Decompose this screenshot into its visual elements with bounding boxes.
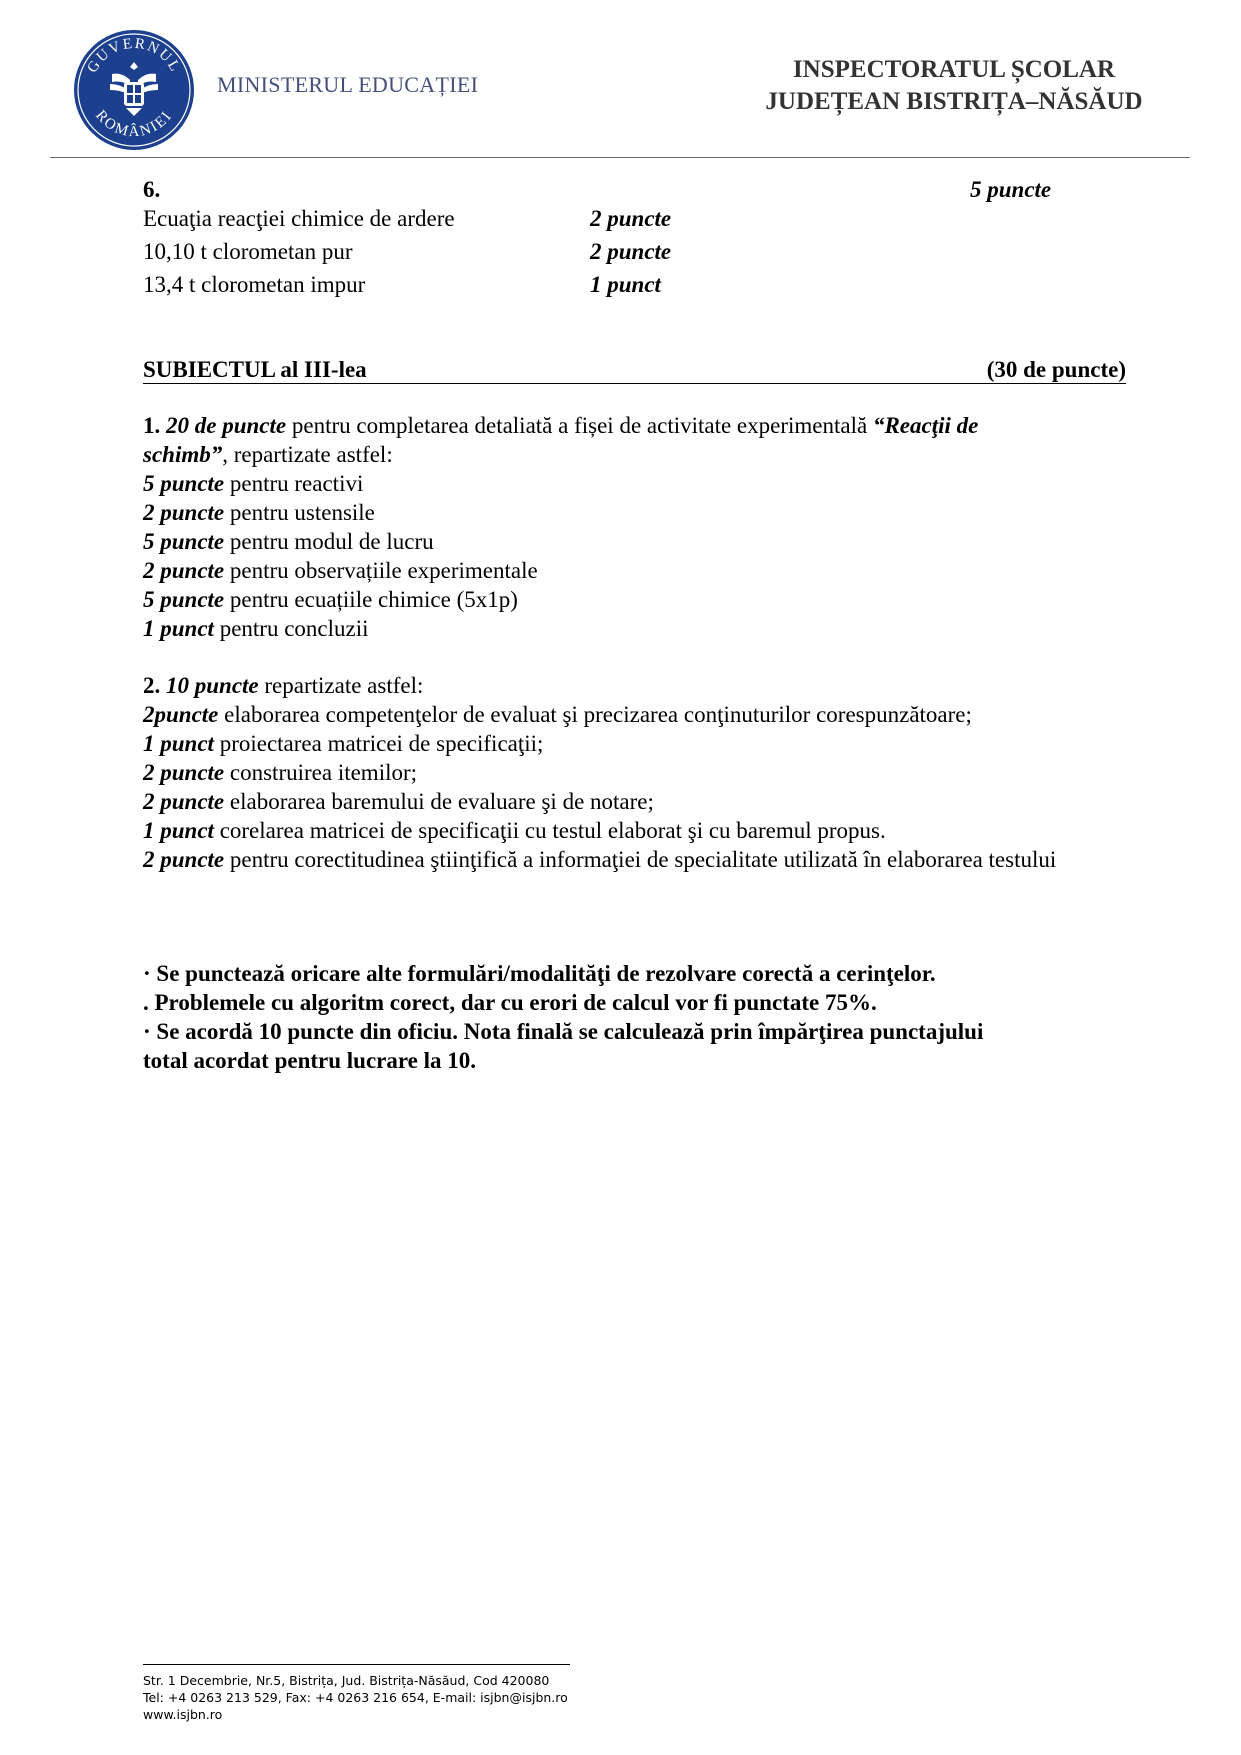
item-points: 2 puncte — [143, 847, 225, 872]
item-text: corelarea matricei de specificaţii cu testul elaborat şi cu baremul propus. — [213, 818, 886, 843]
q1-activity-title: “Reacţii de — [872, 413, 979, 438]
item-text: pentru observațiile experimentale — [224, 558, 538, 583]
list-item — [143, 585, 538, 614]
item6-row-label: t clorometan impur — [189, 272, 366, 297]
item6-row-points: 2 puncte — [590, 206, 672, 231]
inspectorate-title — [744, 54, 1164, 118]
item-points: 5 puncte — [143, 587, 225, 612]
list-item — [143, 787, 1056, 816]
item-text: pentru ecuațiile chimice (5x1p) — [224, 587, 518, 612]
item6-row-points: 1 punct — [590, 272, 661, 297]
item6-row-label: Ecuaţia reacţiei chimice de ardere — [143, 206, 455, 231]
q1-points: 20 de puncte — [166, 413, 287, 438]
seal-text-top: GUVERNUL — [84, 35, 184, 76]
inspectorate-line2: JUDEȚEAN BISTRIȚA–NĂSĂUD — [765, 88, 1143, 115]
subject3-title-line — [143, 357, 1126, 384]
government-seal — [72, 28, 196, 152]
q2-list — [143, 700, 1056, 874]
item6-row-mass: 13,4 — [143, 272, 189, 297]
list-item — [143, 556, 538, 585]
header-divider — [50, 157, 1190, 158]
item-points: 1 punct — [143, 818, 214, 843]
list-item — [143, 700, 1056, 729]
list-item — [143, 527, 538, 556]
item-points: 5 puncte — [143, 529, 225, 554]
list-item — [143, 816, 1056, 845]
item-text: pentru ustensile — [224, 500, 375, 525]
subject3-title: SUBIECTUL al III-lea — [143, 357, 367, 382]
list-item — [143, 758, 1056, 787]
note-line: . Problemele cu algoritm corect, dar cu erori de calcul vor fi punctate 75%. — [143, 990, 877, 1015]
q1-number: 1. — [143, 413, 161, 438]
list-item — [143, 469, 538, 498]
ministry-name: MINISTERUL EDUCAȚIEI — [217, 72, 479, 97]
list-item — [143, 845, 1056, 874]
subject3-points: (30 de puncte) — [986, 357, 1126, 382]
item6-row-points: 2 puncte — [590, 239, 672, 264]
item6-row-label: t clorometan pur — [200, 239, 353, 264]
seal-icon — [72, 28, 196, 152]
q1-list — [143, 469, 538, 643]
item-points: 5 puncte — [143, 471, 225, 496]
item-points: 2 puncte — [143, 500, 225, 525]
list-item — [143, 498, 538, 527]
q1-text: pentru completarea detaliată a fișei de activitate experimentală — [286, 413, 873, 438]
grading-notes — [143, 959, 983, 1075]
list-item — [143, 614, 538, 643]
footer-divider — [143, 1664, 570, 1665]
seal-text-bottom: ROMÂNIEI — [92, 107, 176, 141]
item-text: elaborarea baremului de evaluare şi de notare; — [224, 789, 654, 814]
item-text: construirea itemilor; — [224, 760, 418, 785]
note-line: total acordat pentru lucrare la 10. — [143, 1048, 477, 1073]
note-line: · Se acordă 10 puncte din oficiu. Nota finală se calculează prin împărţirea punctajului — [143, 1019, 984, 1044]
footer-contact — [143, 1672, 568, 1723]
item6-row-mass: 10,10 — [143, 239, 201, 264]
item-points: 1 punct — [143, 731, 214, 756]
item-text: pentru corectitudinea ştiinţifică a informaţiei de specialitate utilizată în elaborarea testului — [224, 847, 1057, 872]
footer-address: Str. 1 Decembrie, Nr.5, Bistrița, Jud. Bistrița-Năsăud, Cod 420080 — [143, 1673, 550, 1688]
q1-intro-cont — [143, 440, 393, 469]
item-points: 2 puncte — [143, 789, 225, 814]
q2-text: repartizate astfel: — [258, 673, 424, 698]
item-points: 2 puncte — [143, 558, 225, 583]
q2-number: 2. — [143, 673, 161, 698]
q2-points: 10 puncte — [166, 673, 259, 698]
list-item — [143, 729, 1056, 758]
q2-intro — [143, 671, 423, 700]
footer-website: www.isjbn.ro — [143, 1707, 223, 1722]
item-text: pentru concluzii — [213, 616, 369, 641]
footer-phone-email: Tel: +4 0263 213 529, Fax: +4 0263 216 654, E-mail: isjbn@isjbn.ro — [143, 1690, 568, 1705]
item6-total: 5 puncte — [970, 177, 1052, 202]
note-line: · Se punctează oricare alte formulări/modalităţi de rezolvare corectă a cerinţelor. — [143, 961, 936, 986]
q1-intro — [143, 411, 978, 440]
item-text: elaborarea competenţelor de evaluat şi precizarea conţinuturilor corespunzătoare; — [218, 702, 972, 727]
q1-activity-title-cont: schimb” — [143, 442, 223, 467]
item-text: proiectarea matricei de specificaţii; — [213, 731, 544, 756]
inspectorate-line1: INSPECTORATUL ȘCOLAR — [792, 56, 1116, 83]
item6-number: 6. — [143, 177, 161, 202]
item-points: 2puncte — [143, 702, 219, 727]
item-text: pentru reactivi — [224, 471, 364, 496]
item-points: 2 puncte — [143, 760, 225, 785]
q1-text2: , repartizate astfel: — [222, 442, 393, 467]
item-text: pentru modul de lucru — [224, 529, 434, 554]
item-points: 1 punct — [143, 616, 214, 641]
